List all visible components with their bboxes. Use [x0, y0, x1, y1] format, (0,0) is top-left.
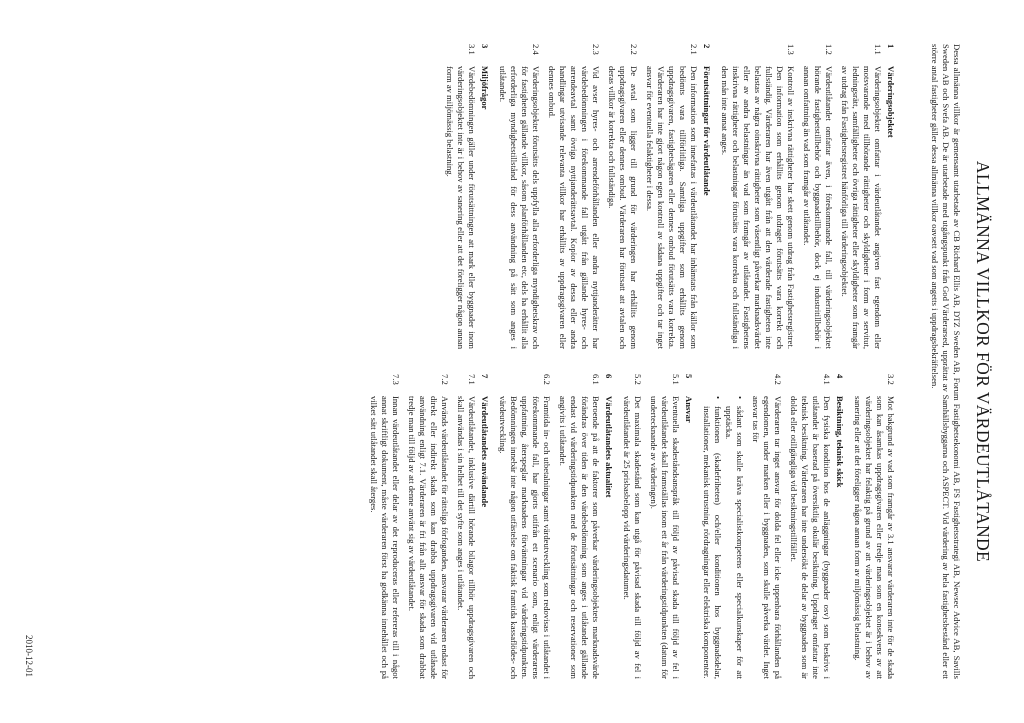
section-title: Värdeutlåtandets aktualitet: [604, 396, 614, 498]
clause: [406, 374, 450, 679]
clause-number: 2.2: [629, 44, 639, 55]
clause-number: 2.1: [689, 44, 699, 55]
clause-text: Värderingsobjektet omfattar i värdeutlåtandet angiven fast egendom eller motsvarande med tillhörande rättigheter och skyldigheter i form av servitut, ledningsrätt, samfälligheter och övriga rättigheter eller skyldigheter som framgår av utdrag från Fastighetsregistret hänförliga till värderingsobjektet.: [840, 66, 883, 349]
section-title: Värderingsobjektet: [886, 66, 896, 138]
clause: [648, 374, 681, 679]
bullet-marker: •: [735, 396, 745, 400]
clause-text: Eventuella skadeståndsanspråk till följd av påvisad skada till följd av fel i värdeutlåtandet skall framställas inom ett år från värderingstidpunkten (datum för undertecknande av värderingen).: [649, 396, 681, 679]
section-heading: [683, 374, 694, 679]
clause-number: 5.1: [671, 374, 681, 385]
clause-text: Beroende på att de faktorer som påverkar värderingsobjektets marknadsvärde förändras över tiden är den värdebedömning som anges i utlåtandet gällande endast vid värderingstidpunkten med de förutsättningar och reservationer som angivits i utlåtandet.: [558, 396, 601, 679]
section: [701, 374, 845, 679]
document-title: ALLMÄNNA VILLKOR FÖR VÄRDEUTLÅTANDE: [973, 160, 993, 563]
clause-number: 7.1: [467, 374, 477, 385]
clause: [546, 44, 601, 349]
clause-text: Värdeutlåtandet omfattar även, i förekommande fall, till värderingsobjektet hörande fastighetstillbehör och byggnadstillbehör, dock ej industritillbehör i annan omfattning än vad som framgår av utlåtandet.: [802, 66, 834, 349]
section-heading: [701, 44, 712, 349]
bullet-item: [701, 396, 723, 679]
section-title: Ansvar: [684, 396, 694, 423]
clause: [497, 44, 541, 349]
bullet-text: funktionen (skadefriheten) och/eller konditionen hos byggnadsdelar, installationer, mekanisk utrustning, rördragningar eller elektriska komponenter.: [702, 406, 723, 679]
clause-number: 5.2: [633, 374, 643, 385]
clause: [644, 44, 699, 349]
right-column: [361, 374, 896, 679]
clause-number: 6.1: [591, 374, 601, 385]
section: [852, 374, 896, 679]
section: [368, 374, 490, 679]
clause: [497, 374, 552, 679]
clause-text: Kontroll av inskrivna rättigheter har skett genom utdrag från Fastighetsregistret. Den information som erhållits genom utdraget förutsätts vara korrekt och fullständig. Värderaren har även utgått från att den värderade fastigheten inte belastas av några oinskrivna rättigheter som väsentligt påverkar marknadsvärdet eller av andra belastningar än vad som framgår av utlåtandet. Fastighetens inskrivna rättigheter och belastningar förutsätts vara korrekta och fullständiga i den mån inte annat anges.: [720, 66, 796, 349]
section-number: 6: [604, 374, 614, 379]
bullet-item: [723, 396, 745, 679]
intro-paragraph: Dessa allmänna villkor är gemensamt utarbetade av CB Richard Ellis AB, DTZ Sweden AB, Forum Fastighetsekonomi AB, FS Fastighetsstrategi AB, Newsec Advice AB, Savills Sweden AB och Svefa AB. De är utarbetade med utgångspunkt från God Värderarsed, upprättat av Samhällsbyggarna och ASPECT. Vid värdering av hela fastighetsbestånd eller ett större antal fastigheter gäller dessa allmänna villkor oavsett vad som angetts i uppdragsbekräftelsen.: [930, 44, 962, 679]
section: [621, 374, 694, 679]
section-number: 1: [886, 44, 896, 49]
clause-text: Vid avser hyres- och arrendeförhållanden eller andra nyttjanderätter har värdebedömningen i förekommande fall utgått från gällande hyres- och arrendeavtal samt övriga nyttjanderättsavtal. Kopior av dessa eller andra handlingar utvisande relevanta villkor har erhållits av uppdragsgivaren eller dennes ombud.: [547, 66, 601, 349]
section-title: Miljöfrågor: [480, 66, 490, 110]
clause: [621, 374, 643, 679]
clause-text: Det maximala skadestånd som kan utgå för påvisad skada till följd av fel i värdeutlåtandet är 25 prisbasbelopp vid värderingsdatumet.: [622, 396, 643, 679]
section-number: 2: [702, 44, 712, 49]
clause: [557, 374, 601, 679]
clause: [719, 44, 796, 349]
section-heading: [834, 374, 845, 679]
clause-number: 3.1: [467, 44, 477, 55]
clause: [606, 44, 639, 349]
clause-text: Mot bakgrund av vad som framgår av 3.1 ansvarar värderaren inte för de skada som kan åsamkas uppdragsgivaren eller tredje man som en konsekvens av att värderingsobjektet har felaktig på grund av att värderingsobjektet är i behov av sanering eller att det föreligger någon annan form av miljömässig belastning.: [853, 396, 896, 679]
section-number: 5: [684, 374, 694, 379]
clause-number: 7.3: [391, 374, 401, 385]
clause: [788, 374, 832, 679]
clause-number: 1.1: [873, 44, 883, 55]
section: [497, 44, 712, 349]
clause-text: Den information som innefattas i värdeutlåtandet har inhämtats från källor som bedömts vara tillförlitliga. Samtliga uppgifter som erhållits genom uppdragsgivaren, fastighetsägaren eller dennes ombud förutsätts vara korrekta. Värderaren har inte gjort någon egen kontroll av sådana uppgifter och tar inget ansvar för eventuella felaktigheter i dessa.: [645, 66, 699, 349]
bullet-list: [701, 396, 745, 679]
clause-number: 4.2: [773, 374, 783, 385]
clause-number: 1.3: [786, 44, 796, 55]
clause-text: Framtida in- och utbetalningar samt värdeutveckling som redovisas i utlåtandet i förekommande fall, har gjorts utifrån ett scenario som, enligt värderarens uppfattning, återspeglar marknadens förväntningar vid värderingstidpunkten. Bedömningen innebär inte någon utfästelse om faktisk framtida kassaflödes- och värdeutveckling.: [498, 396, 552, 679]
section-heading: [885, 44, 896, 349]
clause-number: 7.2: [440, 374, 450, 385]
clause-text: Värdeutlåtandet, inklusive därtill hörande bilagor tillhör uppdragsgivaren och skall användas i sin helhet till det syfte som anges i utlåtandet.: [456, 396, 477, 679]
clause-number: 6.2: [542, 374, 552, 385]
left-column: [437, 44, 896, 349]
clause: [750, 374, 783, 679]
section-number: 4: [835, 374, 845, 379]
clause-number: 1.2: [824, 44, 834, 55]
document-date: 2010-12-01: [23, 635, 34, 677]
clause-text: De avtal som ligger till grund för värderingen har erhållits genom uppdragsgivaren eller dennes ombud. Värderaren har förutsatt att avtalen och deras villkor är korrekta och fullständiga.: [607, 66, 639, 349]
clause-number: 2.4: [531, 44, 541, 55]
section-number: 7: [480, 374, 490, 379]
clause: [444, 44, 477, 349]
section-heading: [479, 374, 490, 679]
clause-number: 4.1: [822, 374, 832, 385]
clause-number: 3.2: [886, 374, 896, 385]
clause-text: Värderingsobjektet förutsätts dels uppfylla alla erforderliga myndighetskrav och för fastigheten gällande villkor, såsom planförhållanden etc, dels ha erhållit alla erforderliga myndighetstillstånd för dess användning på sätt som anges i utlåtandet.: [498, 66, 541, 349]
clause-text: Den fysiska kondition hos de anläggningar (byggnader osv) som beskrivs i utlåtandet är baserad på översiktlig okulär besiktning. Uppdraget omfattar inte teknisk besiktning. Värderaren har inte undersökt de delar av byggnaden som är dolda eller otillgängliga vid besiktningstillfället.: [789, 396, 832, 679]
section-title: Besiktning, teknisk skick: [835, 396, 845, 488]
section: [497, 374, 614, 679]
clause-text: Värdebedömningen gäller under förutsättningen att mark eller byggnader inom värderingsobjektet inte är i behov av sanering eller att det föreligger någon annan form av miljömässig belastning.: [445, 66, 477, 349]
section: [719, 44, 896, 349]
clause: [368, 374, 401, 679]
clause-text: Används värdeutlåtandet för rättsliga förfoganden, ansvarar värderaren endast för direkt eller indirekt skada som kan drabba uppdragsgivaren vid utlånade användning enligt 7.1. Värderaren är fri från allt ansvar för skada som drabbat tredje man till följd av att denne använt sig av värdeutlåtandet.: [407, 396, 450, 679]
bullet-marker: •: [713, 396, 723, 400]
section: [444, 44, 490, 349]
clause-text: Värderaren tar inget ansvar för dolda fel eller icke uppenbara förhållanden på egendomen, under marken eller i byggnaden, som skulle påverka värdet. Inget ansvar tas för: [751, 396, 783, 679]
clause-text: Innan värdeutlåtandet eller delar av det reproduceras eller refereras till i något annat skriftligt dokument, måste värderaren först ha godkänna innehållet och på vilket sätt utlåtandet skall återges.: [369, 396, 401, 679]
section-number: 3: [480, 44, 490, 49]
section-heading: [603, 374, 614, 679]
section-title: Värdeutlåtandets användande: [480, 396, 490, 508]
bullet-text: sådant som skulle kräva specialistkompetens eller specialkunskaper för att upptäcka.: [724, 406, 745, 679]
clause: [455, 374, 477, 679]
clause: [839, 44, 883, 349]
section-title: Förutsättningar för värdeutlåtande: [702, 66, 712, 196]
clause-number: 2.3: [591, 44, 601, 55]
clause: [852, 374, 896, 679]
section-heading: [479, 44, 490, 349]
clause: [801, 44, 834, 349]
